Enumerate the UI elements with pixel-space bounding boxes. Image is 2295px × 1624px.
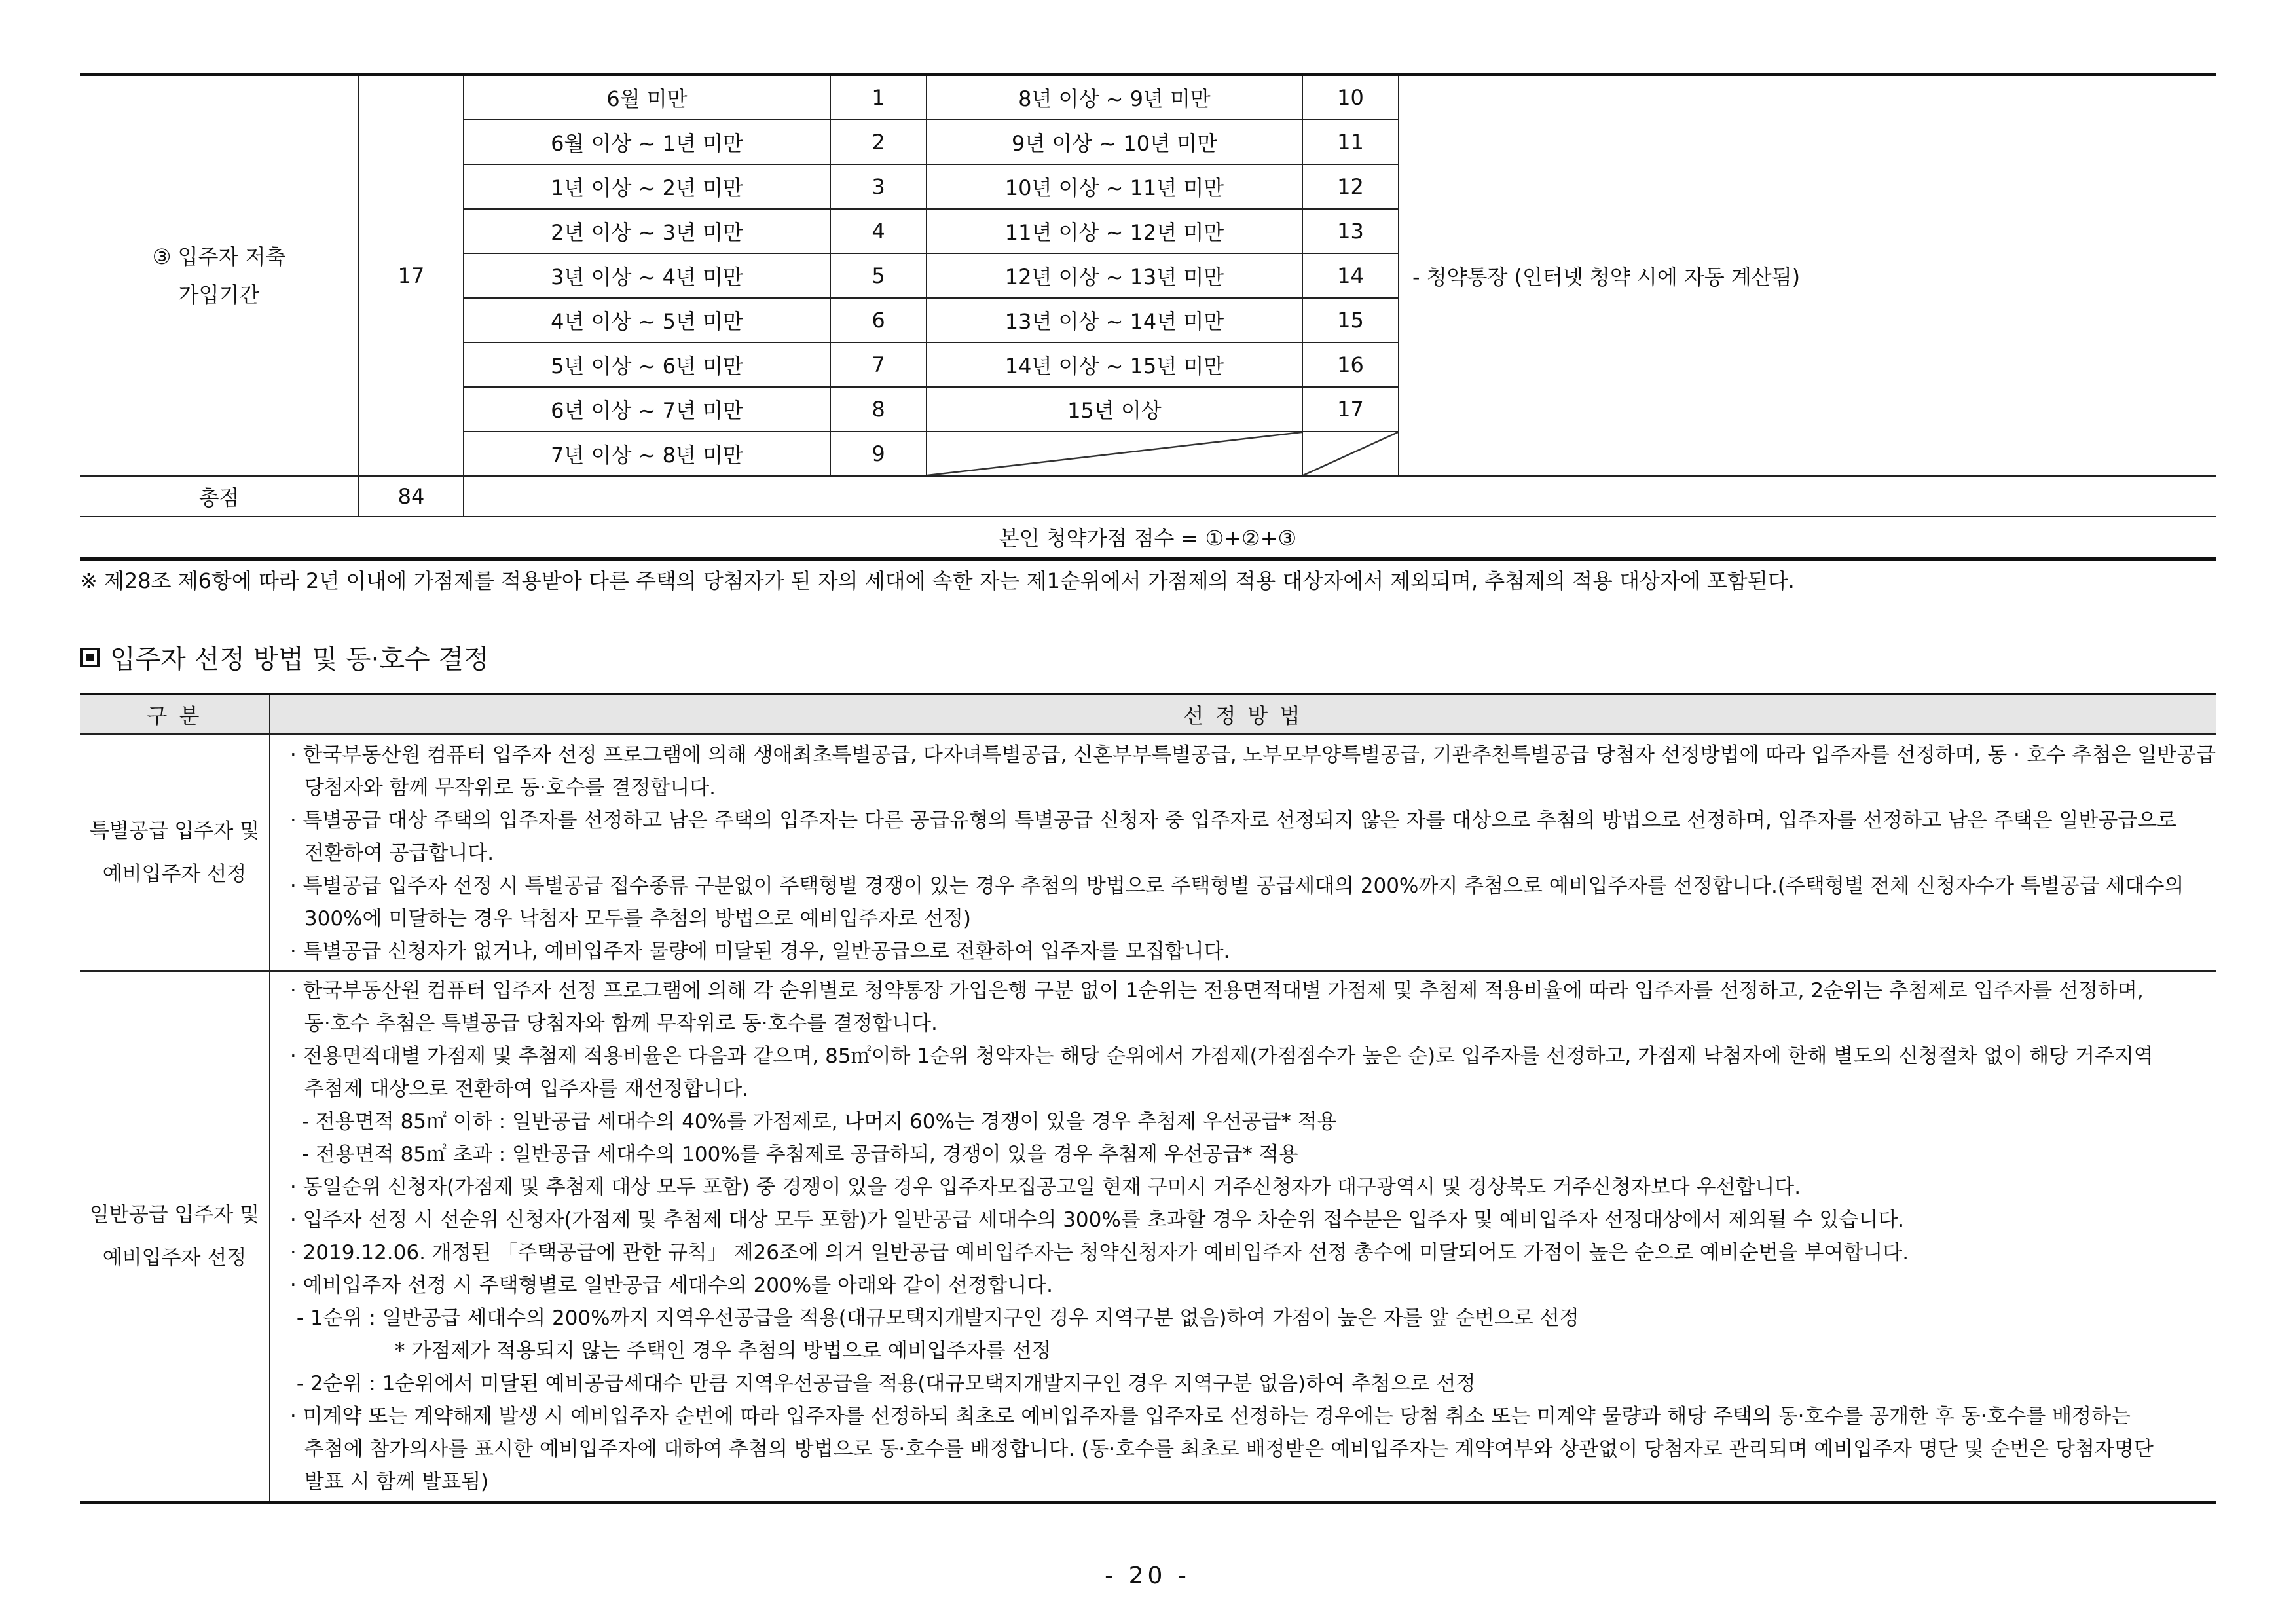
period-b-cell: 13년 이상 ~ 14년 미만 bbox=[927, 298, 1302, 342]
general-supply-row bbox=[80, 971, 2216, 1502]
savings-period-score-table bbox=[80, 73, 2216, 561]
special-supply-category bbox=[80, 734, 270, 971]
category-line: 예비입주자 선정 bbox=[102, 1246, 247, 1270]
score-b-cell: 10 bbox=[1302, 75, 1399, 120]
method-line: · 전용면적대별 가점제 및 추첨제 적용비율은 다음과 같으며, 85㎡이하 1순위 청약자는 해당 순위에서 가점제(가점점수가 높은 순)로 입주자를 선정하고, 가점제 낙첨자에 한해 별도의 신청절차 없이 해당 거주지역 bbox=[289, 1044, 2154, 1068]
special-supply-row bbox=[80, 734, 2216, 971]
score-b-cell: 13 bbox=[1302, 209, 1399, 253]
note-cell: - 청약통장 (인터넷 청약 시에 자동 계산됨) bbox=[1399, 75, 2216, 476]
total-label-cell: 총점 bbox=[80, 476, 359, 517]
method-line: 동·호수 추첨은 특별공급 당첨자와 함께 무작위로 동·호수를 결정합니다. bbox=[304, 1012, 938, 1035]
period-a-cell: 2년 이상 ~ 3년 미만 bbox=[464, 209, 830, 253]
general-supply-category bbox=[80, 971, 270, 1502]
period-a-cell: 6년 이상 ~ 7년 미만 bbox=[464, 387, 830, 432]
category-line: 예비입주자 선정 bbox=[102, 862, 247, 886]
period-b-cell: 11년 이상 ~ 12년 미만 bbox=[927, 209, 1302, 253]
general-supply-method bbox=[270, 971, 2216, 1502]
period-b-cell: 9년 이상 ~ 10년 미만 bbox=[927, 120, 1302, 164]
score-a-cell: 6 bbox=[830, 298, 927, 342]
score-a-cell: 1 bbox=[830, 75, 927, 120]
period-a-cell: 6월 미만 bbox=[464, 75, 830, 120]
empty-diagonal-cell bbox=[1302, 432, 1399, 476]
total-value-cell: 84 bbox=[359, 476, 464, 517]
period-b-cell: 10년 이상 ~ 11년 미만 bbox=[927, 164, 1302, 209]
category-line: 특별공급 입주자 및 bbox=[89, 819, 260, 843]
period-b-cell: 15년 이상 bbox=[927, 387, 1302, 432]
formula-cell: 본인 청약가점 점수 = ①+②+③ bbox=[80, 517, 2216, 559]
category-cell bbox=[80, 75, 359, 476]
score-table-body bbox=[80, 75, 2216, 559]
header-category: 구 분 bbox=[80, 694, 270, 734]
category-line: 일반공급 입주자 및 bbox=[89, 1203, 260, 1227]
empty-diagonal-cell bbox=[927, 432, 1302, 476]
score-b-cell: 11 bbox=[1302, 120, 1399, 164]
method-line: 발표 시 함께 발표됨) bbox=[304, 1470, 489, 1494]
section-heading-text: 입주자 선정 방법 및 동·호수 결정 bbox=[110, 644, 489, 674]
score-a-cell: 7 bbox=[830, 342, 927, 387]
method-line: · 동일순위 신청자(가점제 및 추첨제 대상 모두 포함) 중 경쟁이 있을 경우 입주자모집공고일 현재 구미시 거주신청자가 대구광역시 및 경상북도 거주신청자보다 우선합니다. bbox=[289, 1175, 1801, 1199]
method-line: · 예비입주자 선정 시 주택형별로 일반공급 세대수의 200%를 아래와 같이 선정합니다. bbox=[289, 1274, 1054, 1297]
score-b-cell: 14 bbox=[1302, 253, 1399, 298]
score-a-cell: 9 bbox=[830, 432, 927, 476]
period-a-cell: 6월 이상 ~ 1년 미만 bbox=[464, 120, 830, 164]
selection-method-table bbox=[80, 693, 2216, 1504]
period-a-cell: 7년 이상 ~ 8년 미만 bbox=[464, 432, 830, 476]
period-b-cell: 8년 이상 ~ 9년 미만 bbox=[927, 75, 1302, 120]
method-line: - 전용면적 85㎡ 이하 : 일반공급 세대수의 40%를 가점제로, 나머지 60%는 경쟁이 있을 경우 추첨제 우선공급* 적용 bbox=[301, 1110, 1337, 1134]
footnote: ※ 제28조 제6항에 따라 2년 이내에 가점제를 적용받아 다른 주택의 당첨자가 된 자의 세대에 속한 자는 제1순위에서 가점제의 적용 대상자에서 제외되며, 추첨제의 적용 대상자에 포함된다. bbox=[80, 568, 1795, 593]
header-method: 선 정 방 법 bbox=[270, 694, 2216, 734]
score-b-cell: 17 bbox=[1302, 387, 1399, 432]
method-line: · 입주자 선정 시 선순위 신청자(가점제 및 추첨제 대상 모두 포함)가 일반공급 세대수의 300%를 초과할 경우 차순위 접수분은 입주자 및 예비입주자 선정대상에서 제외될 수 있습니다. bbox=[289, 1208, 1905, 1232]
method-line: 300%에 미달하는 경우 낙첨자 모두를 추첨의 방법으로 예비입주자로 선정) bbox=[304, 907, 971, 931]
score-a-cell: 8 bbox=[830, 387, 927, 432]
total-row bbox=[80, 476, 2216, 517]
period-a-cell: 1년 이상 ~ 2년 미만 bbox=[464, 164, 830, 209]
score-a-cell: 3 bbox=[830, 164, 927, 209]
method-line: · 한국부동산원 컴퓨터 입주자 선정 프로그램에 의해 생애최초특별공급, 다자녀특별공급, 신혼부부특별공급, 노부모부양특별공급, 기관추천특별공급 당첨자 선정방법에 따라 입주자를 선정하며, 동 · 호수 추첨은 일반공급 bbox=[289, 743, 2216, 767]
period-a-cell: 4년 이상 ~ 5년 미만 bbox=[464, 298, 830, 342]
filled-square-icon bbox=[80, 648, 100, 667]
period-a-cell: 5년 이상 ~ 6년 미만 bbox=[464, 342, 830, 387]
score-a-cell: 2 bbox=[830, 120, 927, 164]
formula-row bbox=[80, 517, 2216, 559]
method-line: 추첨제 대상으로 전환하여 입주자를 재선정합니다. bbox=[304, 1077, 749, 1101]
category-line: ③ 입주자 저축 bbox=[152, 244, 286, 269]
score-b-cell: 15 bbox=[1302, 298, 1399, 342]
section-heading bbox=[80, 638, 489, 676]
score-a-cell: 4 bbox=[830, 209, 927, 253]
method-line: 전환하여 공급합니다. bbox=[304, 841, 494, 865]
score-b-cell: 12 bbox=[1302, 164, 1399, 209]
method-line: · 특별공급 입주자 선정 시 특별공급 접수종류 구분없이 주택형별 경쟁이 있는 경우 추첨의 방법으로 주택형별 공급세대의 200%까지 추첨으로 예비입주자를 선정합니다.(주택형별 전체 신청자수가 특별공급 세대수의 bbox=[289, 874, 2184, 898]
method-line: - 전용면적 85㎡ 초과 : 일반공급 세대수의 100%를 추첨제로 공급하되, 경쟁이 있을 경우 추첨제 우선공급* 적용 bbox=[301, 1143, 1298, 1166]
score-a-cell: 5 bbox=[830, 253, 927, 298]
period-b-cell: 14년 이상 ~ 15년 미만 bbox=[927, 342, 1302, 387]
special-supply-method bbox=[270, 734, 2216, 971]
total-empty-cell bbox=[464, 476, 2216, 517]
method-line: · 한국부동산원 컴퓨터 입주자 선정 프로그램에 의해 각 순위별로 청약통장 가입은행 구분 없이 1순위는 전용면적대별 가점제 및 추첨제 적용비율에 따라 입주자를 선정하고, 2순위는 추첨제로 입주자를 선정하며, bbox=[289, 979, 2144, 1003]
period-b-cell: 12년 이상 ~ 13년 미만 bbox=[927, 253, 1302, 298]
page-number: - 20 - bbox=[1105, 1562, 1190, 1589]
method-line: · 미계약 또는 계약해제 발생 시 예비입주자 순번에 따라 입주자를 선정하되 최초로 예비입주자를 입주자로 선정하는 경우에는 당첨 취소 또는 미계약 물량과 해당 주택의 동·호수를 공개한 후 동·호수를 배정하는 bbox=[289, 1405, 2131, 1428]
max-score-cell: 17 bbox=[359, 75, 464, 476]
method-header-row bbox=[80, 694, 2216, 734]
category-line: 가입기간 bbox=[178, 282, 260, 307]
method-line: * 가점제가 적용되지 않는 주택인 경우 추첨의 방법으로 예비입주자를 선정 bbox=[394, 1339, 1052, 1363]
method-line: 당첨자와 함께 무작위로 동·호수를 결정합니다. bbox=[304, 776, 716, 800]
method-line: - 1순위 : 일반공급 세대수의 200%까지 지역우선공급을 적용(대규모택지개발지구인 경우 지역구분 없음)하여 가점이 높은 자를 앞 순번으로 선정 bbox=[296, 1306, 1579, 1330]
method-line: · 특별공급 신청자가 없거나, 예비입주자 물량에 미달된 경우, 일반공급으로 전환하여 입주자를 모집합니다. bbox=[289, 940, 1230, 963]
score-b-cell: 16 bbox=[1302, 342, 1399, 387]
method-line: 추첨에 참가의사를 표시한 예비입주자에 대하여 추첨의 방법으로 동·호수를 배정합니다. (동·호수를 최초로 배정받은 예비입주자는 계약여부와 상관없이 당첨자로 관리되며 예비입주자 명단 및 순번은 당첨자명단 bbox=[304, 1437, 2154, 1461]
method-line: · 특별공급 대상 주택의 입주자를 선정하고 남은 주택의 입주자는 다른 공급유형의 특별공급 신청자 중 입주자로 선정되지 않은 자를 대상으로 추첨의 방법으로 선정하며, 입주자를 선정하고 남은 주택은 일반공급으로 bbox=[289, 809, 2177, 832]
method-line: · 2019.12.06. 개정된 「주택공급에 관한 규칙」 제26조에 의거 일반공급 예비입주자는 청약신청자가 예비입주자 선정 총수에 미달되어도 가점이 높은 순으로 예비순번을 부여합니다. bbox=[289, 1241, 1909, 1264]
score-row bbox=[80, 75, 2216, 120]
period-a-cell: 3년 이상 ~ 4년 미만 bbox=[464, 253, 830, 298]
method-line: - 2순위 : 1순위에서 미달된 예비공급세대수 만큼 지역우선공급을 적용(대규모택지개발지구인 경우 지역구분 없음)하여 추첨으로 선정 bbox=[296, 1372, 1476, 1395]
